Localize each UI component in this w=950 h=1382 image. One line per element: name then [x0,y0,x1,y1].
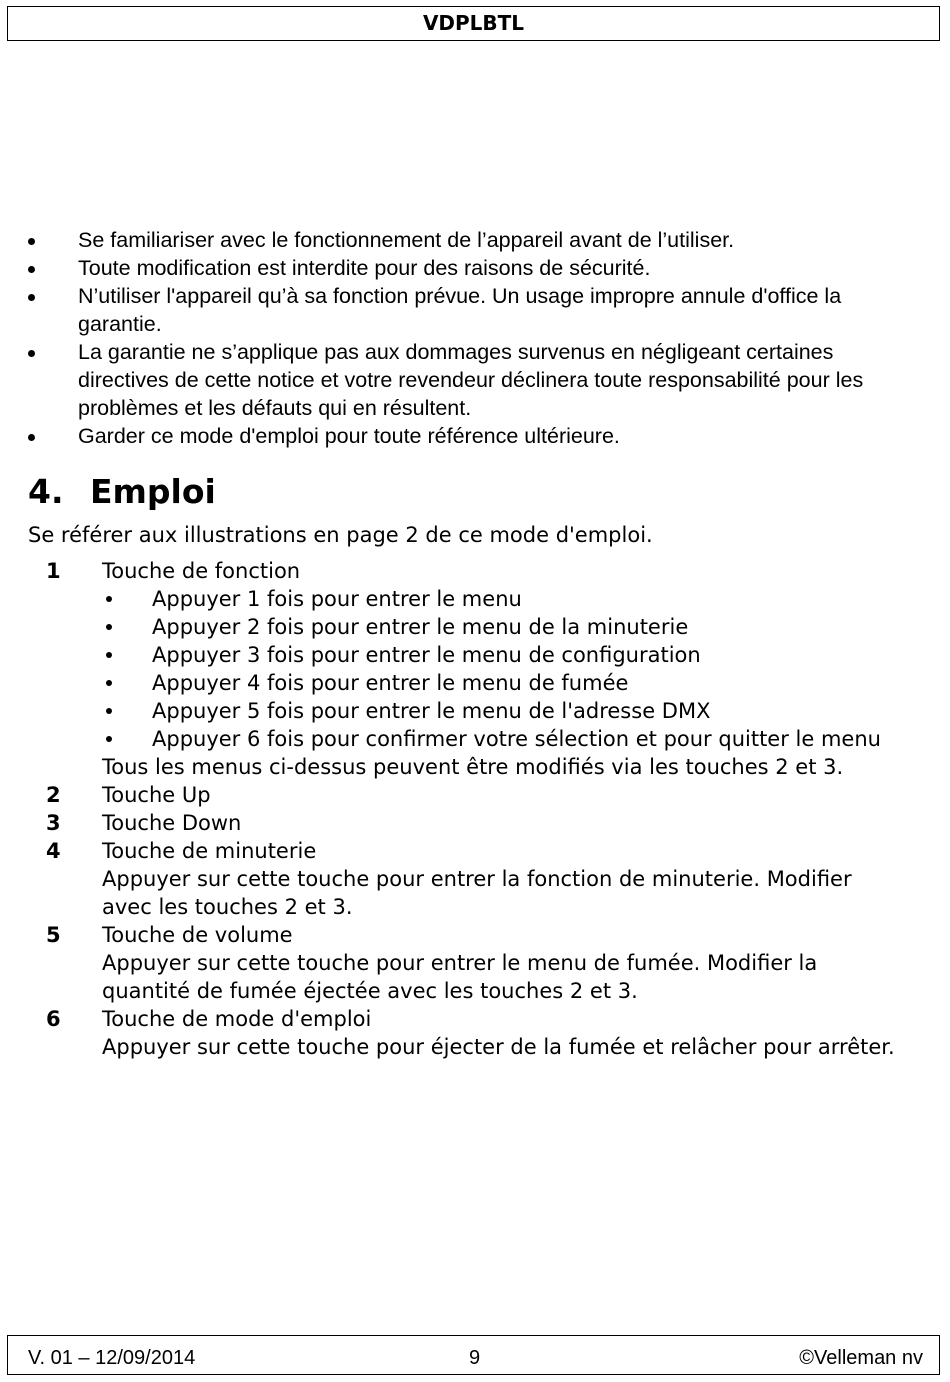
item-number: 1 [46,559,61,583]
item-title: Touche Down [102,811,242,835]
header-title: VDPLBTL [422,11,525,35]
control-item-5 [0,921,950,1005]
item-description: Appuyer sur cette touche pour entrer la fonction de minuterie. Modifier avec les touches 2 et 3. [102,867,852,919]
item-number: 3 [46,811,61,835]
bullet-icon [106,596,112,602]
bullet-icon [28,350,35,357]
item-description: Appuyer sur cette touche pour éjecter de la fumée et relâcher pour arrêter. [102,1035,895,1059]
control-item-1 [0,557,950,781]
bullet-icon [106,708,112,714]
section-heading [28,470,216,514]
item-number: 2 [46,783,61,807]
list-item: Garder ce mode d'emploi pour toute référence ultérieure. [0,422,908,450]
bullet-icon [28,434,35,441]
bullet-icon [106,652,112,658]
page-header [7,6,940,41]
list-item: Appuyer 3 fois pour entrer le menu de configuration [0,641,892,669]
item-number: 5 [46,923,61,947]
version-date: V. 01 – 12/09/2014 [28,1347,196,1369]
list-item: Appuyer 1 fois pour entrer le menu [0,585,892,613]
item-number: 4 [46,839,61,863]
safety-instructions-list [0,226,950,450]
section-intro: Se référer aux illustrations en page 2 de ce mode d'emploi. [28,523,653,547]
list-item: N’utiliser l'appareil qu’à sa fonction prévue. Un usage impropre annule d'office la garantie. [0,282,908,338]
item-number: 6 [46,1007,61,1031]
list-item: Appuyer 4 fois pour entrer le menu de fumée [0,669,892,697]
list-item: La garantie ne s’applique pas aux dommages survenus en négligeant certaines directives de cette notice et votre revendeur déclinera toute responsabilité pour les problèmes et les défauts qui en résultent. [0,338,908,422]
item-title: Touche de fonction [102,559,301,583]
control-item-2 [0,781,950,809]
item-note: Tous les menus ci-dessus peuvent être modifiés via les touches 2 et 3. [102,755,844,779]
list-item: Appuyer 5 fois pour entrer le menu de l'adresse DMX [0,697,892,725]
item-title: Touche Up [102,783,211,807]
control-item-3 [0,809,950,837]
section-number: 4. [28,472,64,511]
list-item: Appuyer 6 fois pour confirmer votre sélection et pour quitter le menu [0,725,892,753]
copyright: ©Velleman nv [799,1347,923,1369]
item-description: Appuyer sur cette touche pour entrer le menu de fumée. Modifier la quantité de fumée éjectée avec les touches 2 et 3. [102,951,818,1003]
list-item: Appuyer 2 fois pour entrer le menu de la minuterie [0,613,892,641]
bullet-icon [106,736,112,742]
list-item: Se familiariser avec le fonctionnement de l’appareil avant de l’utiliser. [0,226,908,254]
controls-list [0,557,950,1061]
page-number: 9 [468,1347,481,1369]
bullet-icon [106,680,112,686]
bullet-icon [28,294,35,301]
function-steps-list [0,585,950,753]
item-title: Touche de volume [102,923,293,947]
section-title: Emploi [90,472,216,511]
bullet-icon [28,238,35,245]
item-title: Touche de minuterie [102,839,317,863]
list-item: Toute modification est interdite pour des raisons de sécurité. [0,254,908,282]
control-item-6 [0,1005,950,1061]
item-title: Touche de mode d'emploi [102,1007,372,1031]
bullet-icon [28,266,35,273]
page-footer [7,1335,940,1375]
control-item-4 [0,837,950,921]
bullet-icon [106,624,112,630]
